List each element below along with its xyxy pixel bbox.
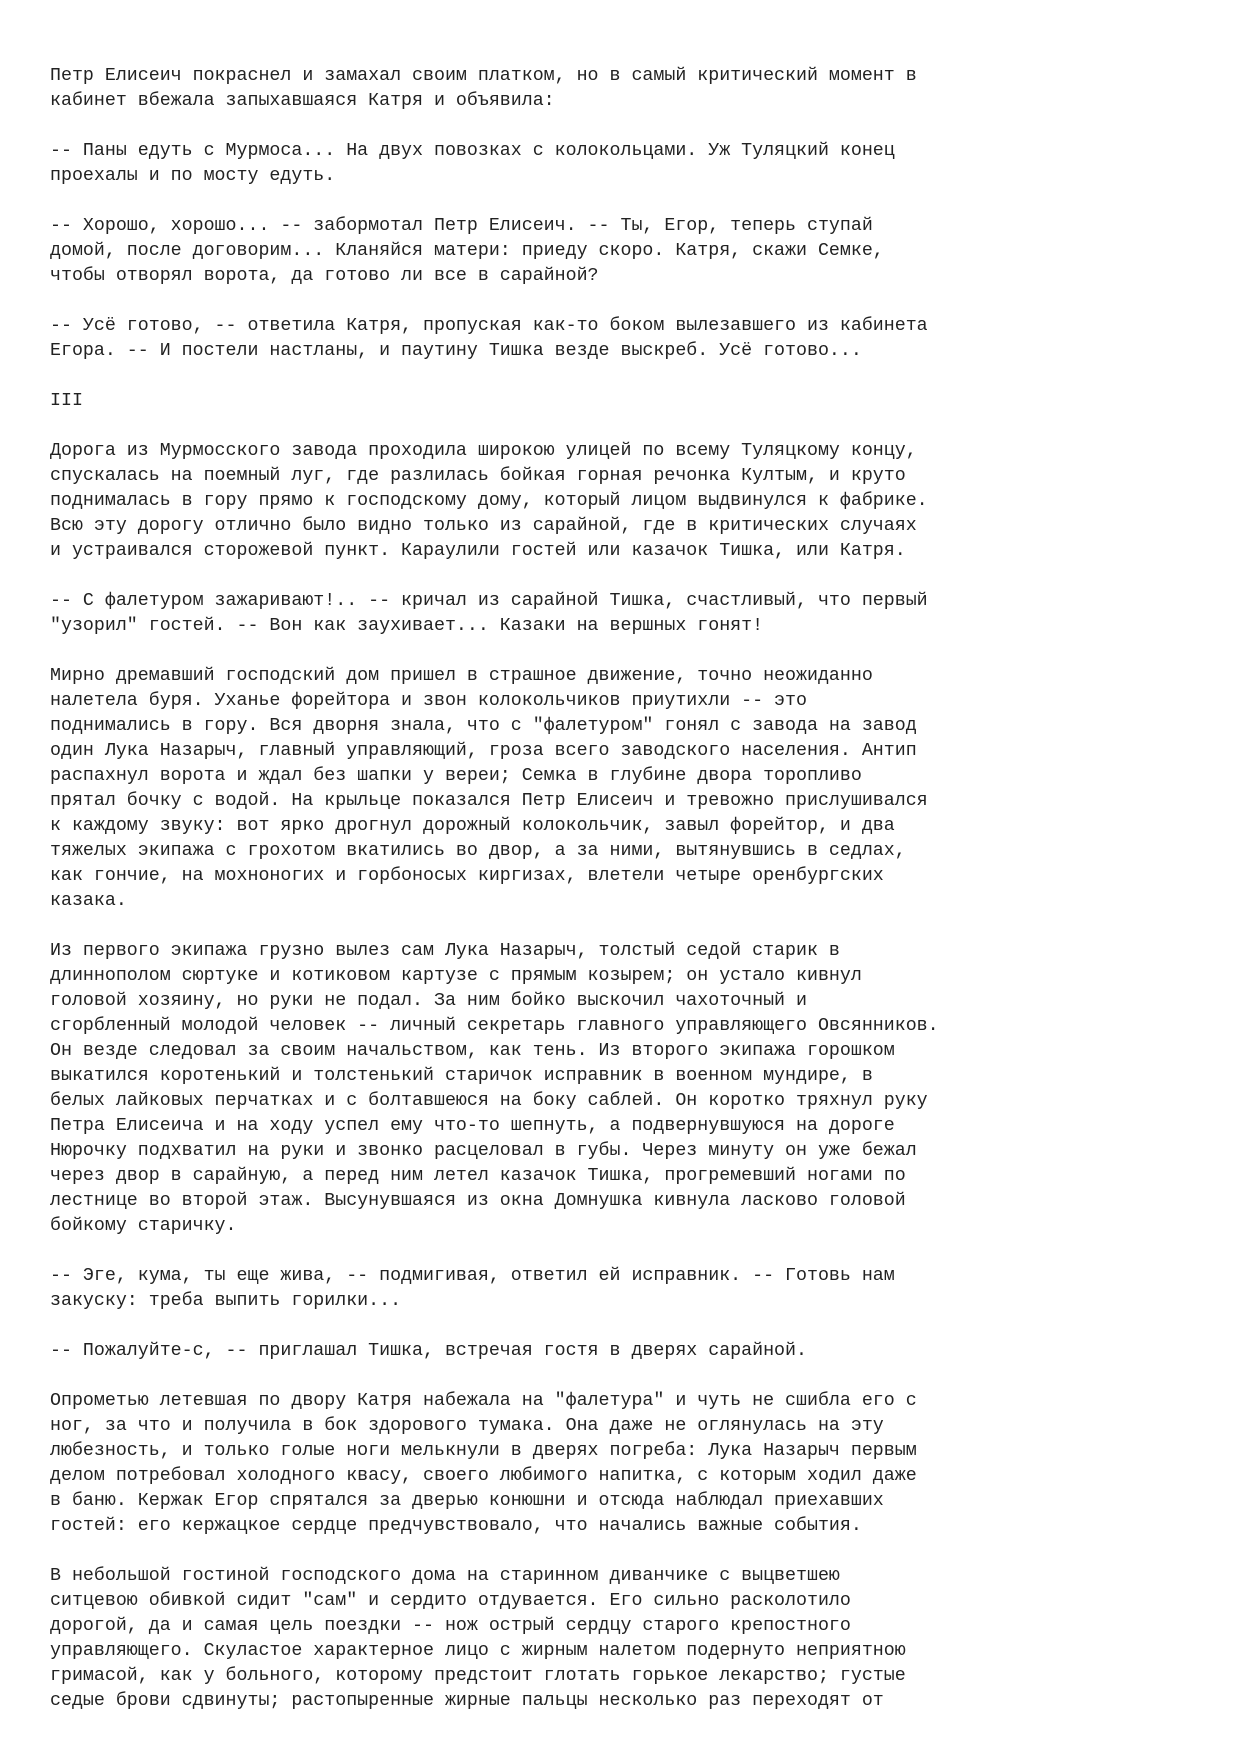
paragraph <box>50 439 1200 564</box>
text-line: кабинет вбежала запыхавшаяся Катря и объявила: <box>50 91 555 111</box>
text-line: -- С фалетуром зажаривают!.. -- кричал из сарайной Тишка, счастливый, что первый <box>50 591 928 611</box>
text-line: налетела буря. Уханье форейтора и звон колокольчиков приутихли -- это <box>50 691 807 711</box>
text-line: седые брови сдвинуты; растопыренные жирные пальцы несколько раз переходят от <box>50 1691 884 1711</box>
paragraph <box>50 214 1200 289</box>
text-line: III <box>50 391 83 411</box>
text-line: сгорбленный молодой человек -- личный секретарь главного управляющего Овсянников. <box>50 1016 939 1036</box>
text-line: Опрометью летевшая по двору Катря набежала на "фалетура" и чуть не сшибла его с <box>50 1391 917 1411</box>
text-line: в баню. Кержак Егор спрятался за дверью конюшни и отсюда наблюдал приехавших <box>50 1491 884 1511</box>
text-line: распахнул ворота и ждал без шапки у вереи; Семка в глубине двора торопливо <box>50 766 862 786</box>
text-line: -- Усё готово, -- ответила Катря, пропуская как-то боком вылезавшего из кабинета <box>50 316 928 336</box>
text-line: и устраивался сторожевой пункт. Караулили гостей или казачок Тишка, или Катря. <box>50 541 906 561</box>
text-line: Всю эту дорогу отлично было видно только из сарайной, где в критических случаях <box>50 516 917 536</box>
text-line: поднималась в гору прямо к господскому дому, который лицом выдвинулся к фабрике. <box>50 491 928 511</box>
text-line: Дорога из Мурмосского завода проходила широкою улицей по всему Туляцкому концу, <box>50 441 917 461</box>
text-line: белых лайковых перчатках и с болтавшеюся на боку саблей. Он коротко тряхнул руку <box>50 1091 928 1111</box>
text-line: казака. <box>50 891 127 911</box>
text-line: ног, за что и получила в бок здорового тумака. Она даже не оглянулась на эту <box>50 1416 884 1436</box>
text-line: выкатился коротенький и толстенький старичок исправник в военном мундире, в <box>50 1066 873 1086</box>
text-line: через двор в сарайную, а перед ним летел казачок Тишка, прогремевший ногами по <box>50 1166 906 1186</box>
paragraph <box>50 1264 1200 1314</box>
paragraph <box>50 139 1200 189</box>
text-line: дорогой, да и самая цель поездки -- нож острый сердцу старого крепостного <box>50 1616 851 1636</box>
paragraph <box>50 64 1200 114</box>
text-line: проехалы и по мосту едуть. <box>50 166 336 186</box>
chapter-heading <box>50 389 1200 414</box>
text-line: поднимались в гору. Вся дворня знала, что с "фалетуром" гонял с завода на завод <box>50 716 917 736</box>
text-line: Нюрочку подхватил на руки и звонко расцеловал в губы. Через минуту он уже бежал <box>50 1141 917 1161</box>
paragraph <box>50 1389 1200 1539</box>
text-line: тяжелых экипажа с грохотом вкатились во двор, а за ними, вытянувшись в седлах, <box>50 841 906 861</box>
text-line: -- Хорошо, хорошо... -- забормотал Петр Елисеич. -- Ты, Егор, теперь ступай <box>50 216 873 236</box>
text-line: бойкому старичку. <box>50 1216 237 1236</box>
text-line: закуску: треба выпить горилки... <box>50 1291 402 1311</box>
paragraph <box>50 589 1200 639</box>
document-page <box>50 64 1200 1739</box>
text-line: любезность, и только голые ноги мелькнули в дверях погреба: Лука Назарыч первым <box>50 1441 917 1461</box>
text-line: прятал бочку с водой. На крыльце показался Петр Елисеич и тревожно прислушивался <box>50 791 928 811</box>
text-line: Мирно дремавший господский дом пришел в страшное движение, точно неожиданно <box>50 666 873 686</box>
text-line: один Лука Назарыч, главный управляющий, гроза всего заводского населения. Антип <box>50 741 917 761</box>
text-line: -- Эге, кума, ты еще жива, -- подмигивая, ответил ей исправник. -- Готовь нам <box>50 1266 895 1286</box>
text-line: головой хозяину, но руки не подал. За ним бойко выскочил чахоточный и <box>50 991 807 1011</box>
paragraph <box>50 664 1200 914</box>
text-line: к каждому звуку: вот ярко дрогнул дорожный колокольчик, завыл форейтор, и два <box>50 816 895 836</box>
text-line: лестнице во второй этаж. Высунувшаяся из окна Домнушка кивнула ласково головой <box>50 1191 906 1211</box>
text-line: В небольшой гостиной господского дома на старинном диванчике с выцветшею <box>50 1566 840 1586</box>
text-line: -- Пожалуйте-с, -- приглашал Тишка, встречая гостя в дверях сарайной. <box>50 1341 807 1361</box>
text-line: чтобы отворял ворота, да готово ли все в сарайной? <box>50 266 599 286</box>
paragraph <box>50 939 1200 1239</box>
paragraph <box>50 1564 1200 1714</box>
text-line: управляющего. Скуластое характерное лицо с жирным налетом подернуто неприятною <box>50 1641 906 1661</box>
text-line: Егора. -- И постели настланы, и паутину Тишка везде выскреб. Усё готово... <box>50 341 862 361</box>
text-line: гостей: его кержацкое сердце предчувствовало, что начались важные события. <box>50 1516 862 1536</box>
paragraph <box>50 1339 1200 1364</box>
text-line: как гончие, на мохноногих и горбоносых киргизах, влетели четыре оренбургских <box>50 866 884 886</box>
text-line: "узорил" гостей. -- Вон как заухивает... Казаки на вершных гонят! <box>50 616 764 636</box>
text-line: гримасой, как у больного, которому предстоит глотать горькое лекарство; густые <box>50 1666 906 1686</box>
text-line: Он везде следовал за своим начальством, как тень. Из второго экипажа горошком <box>50 1041 895 1061</box>
text-line: Петр Елисеич покраснел и замахал своим платком, но в самый критический момент в <box>50 66 917 86</box>
text-line: делом потребовал холодного квасу, своего любимого напитка, с которым ходил даже <box>50 1466 917 1486</box>
paragraph <box>50 314 1200 364</box>
text-line: домой, после договорим... Кланяйся матери: приеду скоро. Катря, скажи Семке, <box>50 241 884 261</box>
text-line: ситцевою обивкой сидит "сам" и сердито отдувается. Его сильно расколотило <box>50 1591 851 1611</box>
text-line: длиннополом сюртуке и котиковом картузе с прямым козырем; он устало кивнул <box>50 966 862 986</box>
text-line: спускалась на поемный луг, где разлилась бойкая горная речонка Култым, и круто <box>50 466 906 486</box>
text-line: Петра Елисеича и на ходу успел ему что-то шепнуть, а подвернувшуюся на дороге <box>50 1116 895 1136</box>
text-line: -- Паны едуть с Мурмоса... На двух повозках с колокольцами. Уж Туляцкий конец <box>50 141 895 161</box>
text-line: Из первого экипажа грузно вылез сам Лука Назарыч, толстый седой старик в <box>50 941 840 961</box>
